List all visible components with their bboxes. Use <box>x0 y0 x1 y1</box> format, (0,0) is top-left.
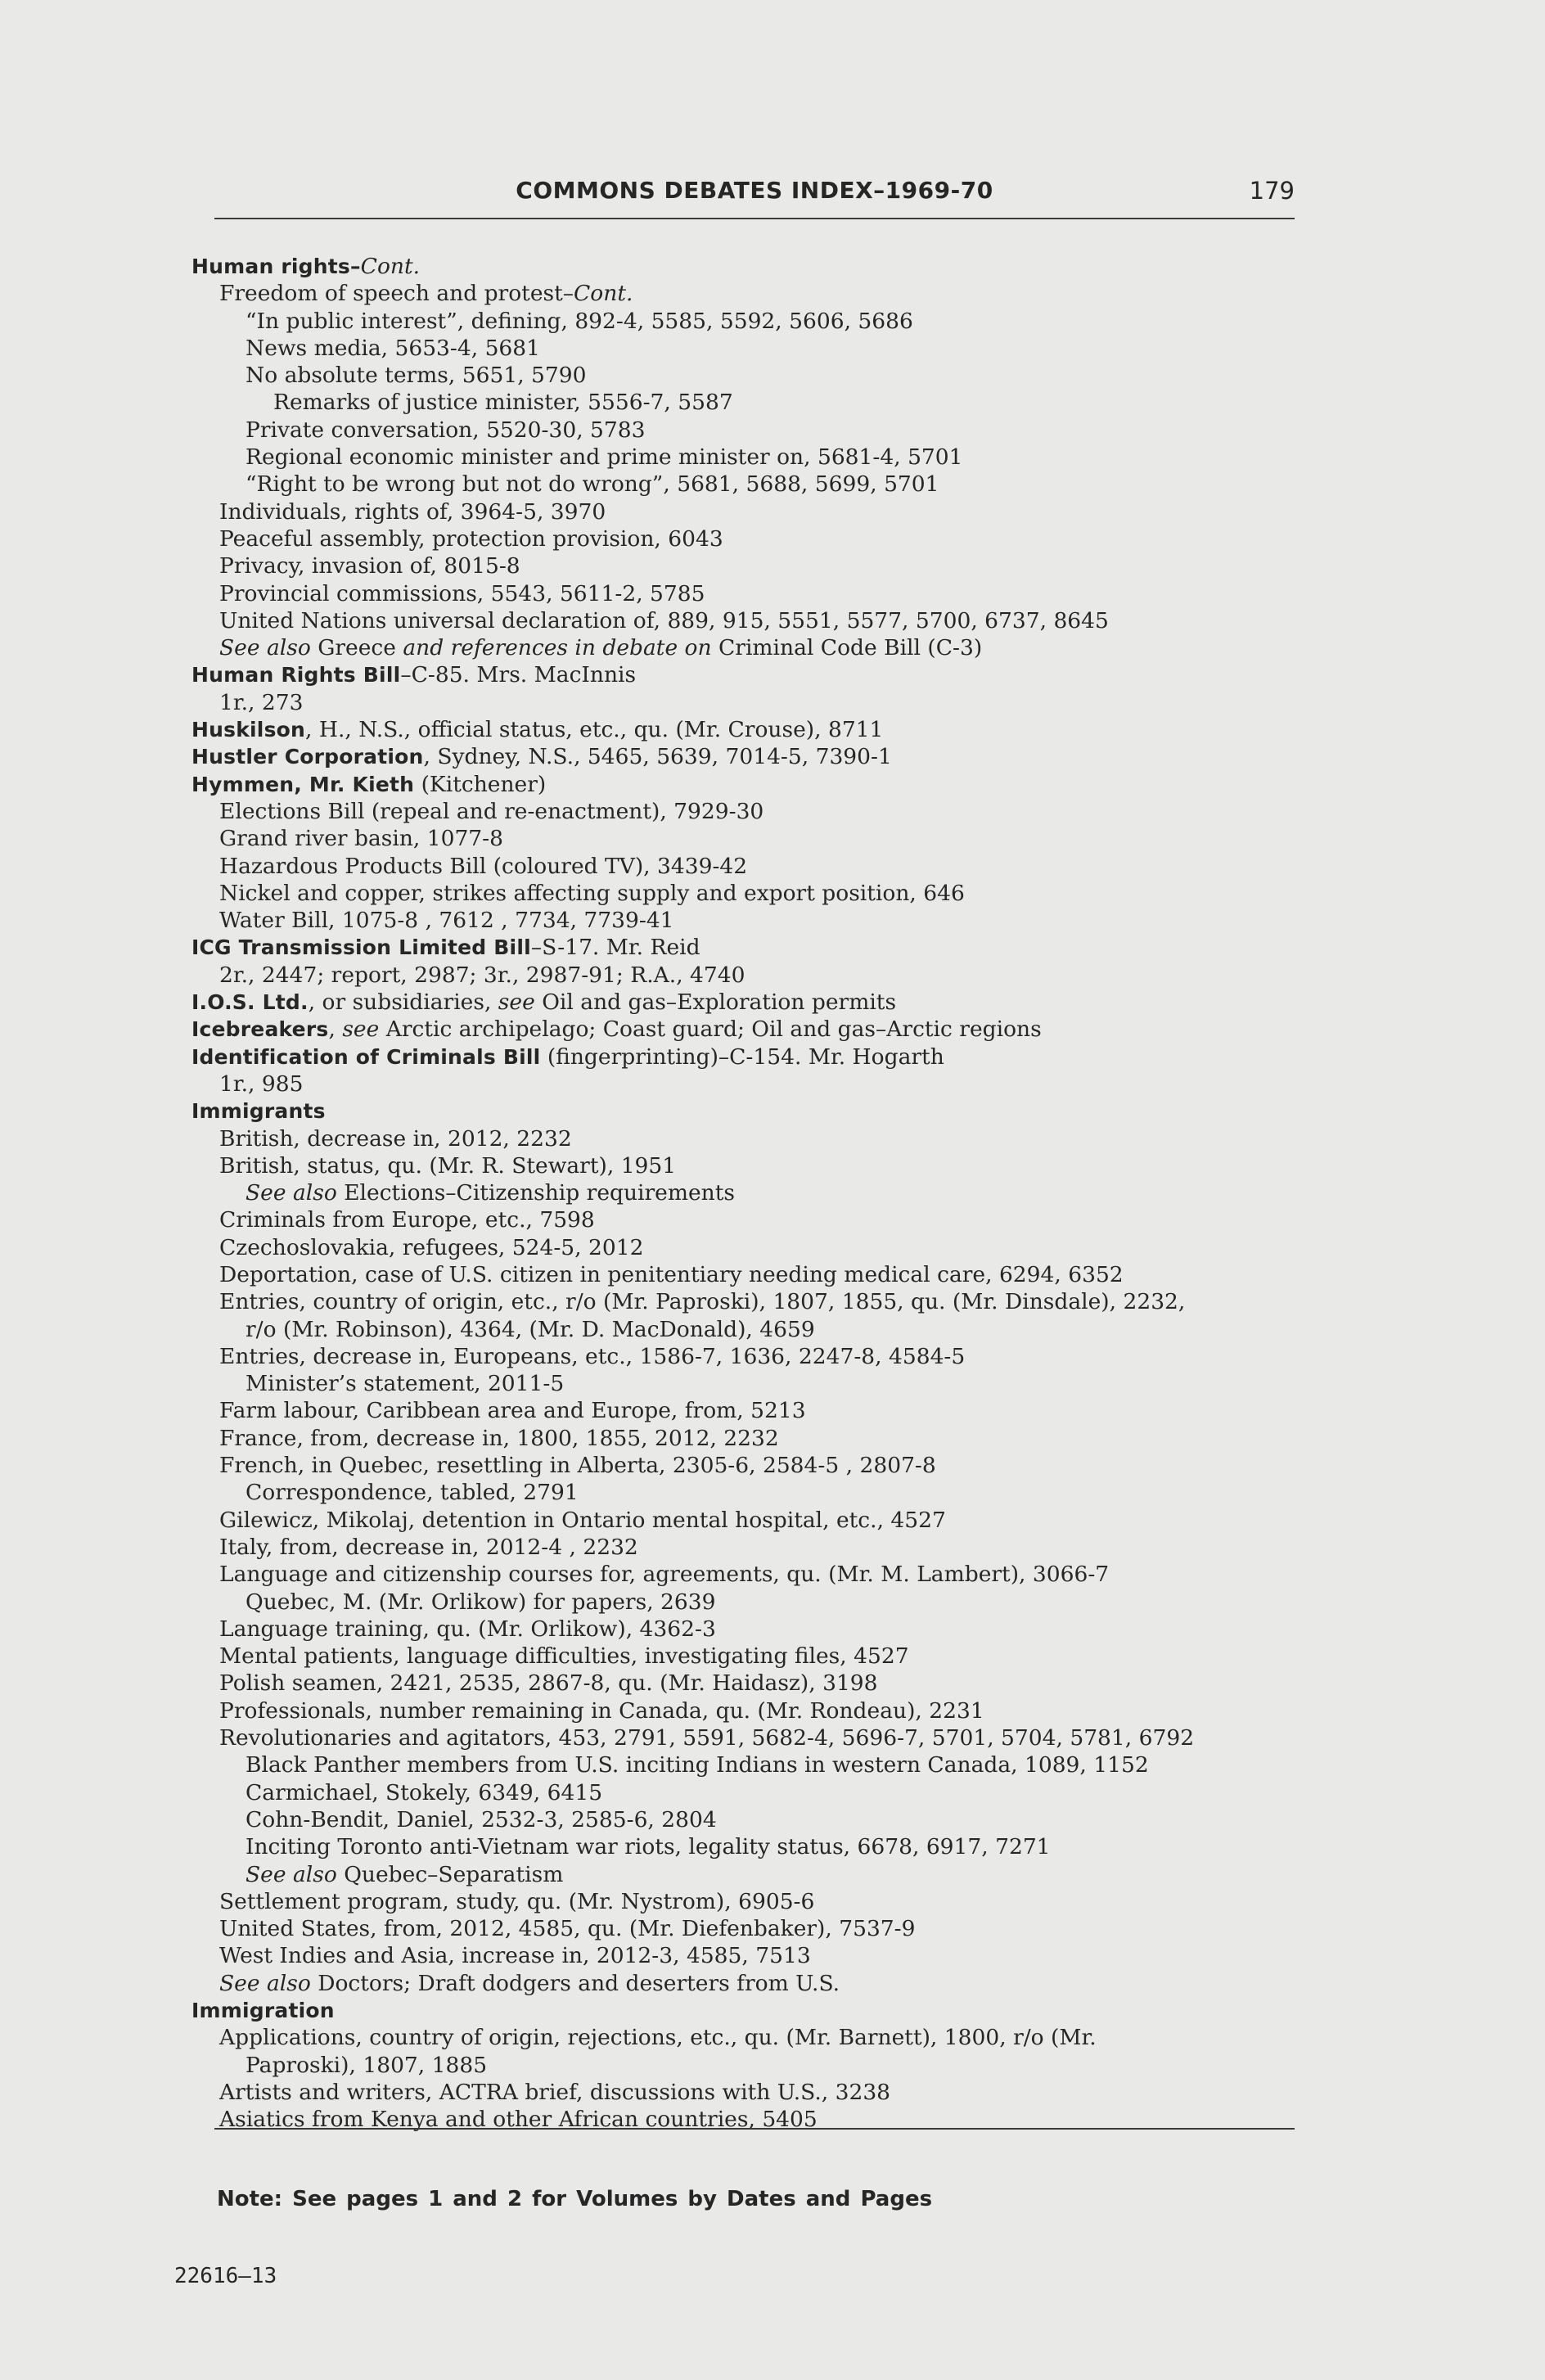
index-subentry-line <box>191 1288 1370 1315</box>
index-subentry-line <box>191 1806 1370 1833</box>
index-subentry-line <box>191 1616 1370 1643</box>
entry-text: News media, 5653-4, 5681 <box>245 335 541 361</box>
index-subentry-line <box>191 498 1370 525</box>
index-heading-line <box>191 1098 1370 1125</box>
italic-text: Cont. <box>360 254 421 279</box>
entry-text: , H., N.S., official status, etc., qu. (Mr. Crouse), 8711 <box>305 717 884 743</box>
entry-heading: – <box>349 255 361 278</box>
italic-text: See also <box>219 635 311 661</box>
entry-text: Black Panther members from U.S. inciting Indians in western Canada, 1089, 1152 <box>245 1752 1149 1778</box>
entry-text: French, in Quebec, resettling in Alberta, 2305-6, 2584-5 , 2807-8 <box>219 1453 936 1479</box>
entry-heading: Human rights <box>191 255 350 278</box>
entry-text: West Indies and Asia, increase in, 2012-3, 4585, 7513 <box>219 1943 811 1969</box>
entry-text: , Sydney, N.S., 5465, 5639, 7014-5, 7390-1 <box>423 744 892 770</box>
entry-heading: Huskilson <box>191 718 306 742</box>
index-subentry-line <box>191 1589 1370 1616</box>
index-subentry-line <box>191 1507 1370 1534</box>
entry-text: Minister’s statement, 2011-5 <box>245 1371 565 1397</box>
index-heading-line <box>191 716 1370 743</box>
index-subentry-line <box>191 1888 1370 1915</box>
index-subentry-line <box>191 335 1370 362</box>
index-subentry-line <box>191 2079 1370 2106</box>
index-heading-line <box>191 1016 1370 1043</box>
index-subentry-line <box>191 880 1370 907</box>
entry-text: Freedom of speech and protest– <box>219 281 574 307</box>
entry-text: Quebec–Separatism <box>336 1861 564 1887</box>
index-subentry-line <box>191 2052 1370 2079</box>
index-subentry-line <box>191 1425 1370 1452</box>
entry-text: Doctors; Draft dodgers and deserters from U.S. <box>310 1970 840 1996</box>
entry-text: United Nations universal declaration of, 889, 915, 5551, 5577, 5700, 6737, 8645 <box>219 607 1109 633</box>
entry-text: Asiatics from Kenya and other African countries, 5405 <box>219 2107 818 2133</box>
index-subentry-line <box>191 1261 1370 1288</box>
index-subentry-line <box>191 1833 1370 1860</box>
entry-text: Settlement program, study, qu. (Mr. Nystrom), 6905-6 <box>219 1888 815 1914</box>
entry-text: British, decrease in, 2012, 2232 <box>219 1125 572 1152</box>
index-subentry-line <box>191 853 1370 880</box>
index-subentry-line <box>191 1751 1370 1778</box>
entry-heading: Human Rights Bill <box>191 663 401 687</box>
volume-note: Note: See pages 1 and 2 for Volumes by Dates and Pages <box>217 2187 933 2211</box>
index-subentry-line <box>191 798 1370 825</box>
index-subentry-line <box>191 1561 1370 1588</box>
entry-text: Privacy, invasion of, 8015-8 <box>219 553 520 579</box>
entry-text: Individuals, rights of, 3964-5, 3970 <box>219 498 606 525</box>
index-subentry-line <box>191 1724 1370 1751</box>
index-heading-line <box>191 743 1370 770</box>
entry-text: United States, from, 2012, 4585, qu. (Mr. Diefenbaker), 7537-9 <box>219 1916 916 1942</box>
entry-text: Revolutionaries and agitators, 453, 2791, 5591, 5682-4, 5696-7, 5701, 5704, 5781, 6792 <box>219 1725 1195 1751</box>
entry-text: Mental patients, language difficulties, investigating files, 4527 <box>219 1643 909 1670</box>
index-subentry-line <box>191 1179 1370 1206</box>
index-subentry-line <box>191 689 1370 716</box>
index-subentry-line <box>191 2024 1370 2051</box>
index-entries <box>191 253 1370 2133</box>
index-subentry-line <box>191 1779 1370 1806</box>
italic-text: See also <box>245 1861 337 1887</box>
index-subentry-line <box>191 634 1370 661</box>
italic-text: and references in debate on <box>403 635 712 661</box>
entry-text: Criminals from Europe, etc., 7598 <box>219 1207 595 1233</box>
index-subentry-line <box>191 962 1370 989</box>
index-subentry-line <box>191 1697 1370 1724</box>
index-subentry-line <box>191 1670 1370 1697</box>
entry-heading: ICG Transmission Limited Bill <box>191 935 531 960</box>
index-heading-line <box>191 989 1370 1016</box>
entry-text: Hazardous Products Bill (coloured TV), 3439-42 <box>219 853 748 879</box>
entry-text: Nickel and copper, strikes affecting supply and export position, 646 <box>219 880 965 906</box>
entry-text: Provincial commissions, 5543, 5611-2, 5785 <box>219 580 705 606</box>
entry-text: Gilewicz, Mikolaj, detention in Ontario mental hospital, etc., 4527 <box>219 1507 946 1533</box>
index-heading-line <box>191 661 1370 688</box>
index-subentry-line <box>191 1861 1370 1888</box>
index-subentry-line <box>191 525 1370 552</box>
entry-text: 2r., 2447; report, 2987; 3r., 2987-91; R.A., 4740 <box>219 962 745 988</box>
entry-text: r/o (Mr. Robinson), 4364, (Mr. D. MacDonald), 4659 <box>245 1316 815 1342</box>
entry-text: –C-85. Mrs. MacInnis <box>400 662 637 688</box>
entry-text: Arctic archipelago; Coast guard; Oil and gas–Arctic regions <box>379 1016 1042 1043</box>
index-subentry-line <box>191 1643 1370 1670</box>
index-subentry-line <box>191 580 1370 607</box>
index-subentry-line <box>191 552 1370 579</box>
index-subentry-line <box>191 1370 1370 1397</box>
entry-text: , <box>328 1016 343 1043</box>
index-heading-line <box>191 1997 1370 2024</box>
entry-text: Grand river basin, 1077-8 <box>219 826 503 852</box>
index-subentry-line <box>191 825 1370 852</box>
index-subentry-line <box>191 1479 1370 1506</box>
entry-text: British, status, qu. (Mr. R. Stewart), 1951 <box>219 1152 677 1179</box>
entry-text: Criminal Code Bill (C-3) <box>711 635 983 661</box>
entry-text: Farm labour, Caribbean area and Europe, from, 5213 <box>219 1398 806 1424</box>
header-rule <box>214 218 1295 219</box>
entry-text: Quebec, M. (Mr. Orlikow) for papers, 2639 <box>245 1589 716 1615</box>
index-subentry-line <box>191 907 1370 934</box>
entry-text: No absolute terms, 5651, 5790 <box>245 363 587 389</box>
index-subentry-line <box>191 1970 1370 1997</box>
italic-text: see <box>342 1016 380 1043</box>
entry-text: Regional economic minister and prime minister on, 5681-4, 5701 <box>245 444 963 471</box>
entry-text: Paproski), 1807, 1885 <box>245 2052 488 2078</box>
entry-text: Language training, qu. (Mr. Orlikow), 4362-3 <box>219 1616 716 1642</box>
index-subentry-line <box>191 362 1370 389</box>
entry-text: Applications, country of origin, rejections, etc., qu. (Mr. Barnett), 1800, r/o (Mr. <box>219 2025 1097 2051</box>
index-subentry-line <box>191 1452 1370 1479</box>
entry-text: Language and citizenship courses for, agreements, qu. (Mr. M. Lambert), 3066-7 <box>219 1562 1110 1588</box>
entry-text: Professionals, number remaining in Canada, qu. (Mr. Rondeau), 2231 <box>219 1697 984 1724</box>
index-heading-line <box>191 253 1370 280</box>
footer-rule <box>214 2128 1295 2130</box>
index-subentry-line <box>191 444 1370 471</box>
page-number: 179 <box>1249 177 1295 205</box>
italic-text: see <box>498 989 535 1016</box>
entry-text: “In public interest”, defining, 892-4, 5585, 5592, 5606, 5686 <box>245 308 913 334</box>
index-subentry-line <box>191 1125 1370 1152</box>
entry-heading: Identification of Criminals Bill <box>191 1044 541 1069</box>
entry-heading: Hymmen, Mr. Kieth <box>191 772 415 796</box>
index-subentry-line <box>191 1343 1370 1370</box>
entry-text: Greece <box>310 635 403 661</box>
index-subentry-line <box>191 1534 1370 1561</box>
entry-text: 1r., 273 <box>219 689 304 715</box>
entry-text: Peaceful assembly, protection provision, 6043 <box>219 525 723 552</box>
entry-text: Remarks of justice minister, 5556-7, 5587 <box>273 390 733 416</box>
index-subentry-line <box>191 471 1370 498</box>
entry-text: Polish seamen, 2421, 2535, 2867-8, qu. (Mr. Haidasz), 3198 <box>219 1670 878 1697</box>
index-heading-line <box>191 934 1370 961</box>
index-subentry-line <box>191 1397 1370 1424</box>
entry-text: 1r., 985 <box>219 1071 304 1097</box>
italic-text: Cont. <box>574 281 633 307</box>
entry-text: Czechoslovakia, refugees, 524-5, 2012 <box>219 1234 644 1260</box>
entry-text: Deportation, case of U.S. citizen in penitentiary needing medical care, 6294, 6352 <box>219 1261 1124 1287</box>
entry-heading: I.O.S. Ltd. <box>191 990 309 1015</box>
entry-text: Correspondence, tabled, 2791 <box>245 1480 579 1506</box>
entry-text: France, from, decrease in, 1800, 1855, 2012, 2232 <box>219 1425 779 1451</box>
index-subentry-line <box>191 1316 1370 1343</box>
index-subentry-line <box>191 1152 1370 1179</box>
entry-text: Entries, decrease in, Europeans, etc., 1586-7, 1636, 2247-8, 4584-5 <box>219 1343 966 1369</box>
entry-text: Elections Bill (repeal and re-enactment), 7929-30 <box>219 798 764 824</box>
entry-text: (fingerprinting)–C-154. Mr. Hogarth <box>540 1044 944 1070</box>
index-subentry-line <box>191 1915 1370 1942</box>
entry-text: , or subsidiaries, <box>308 989 498 1016</box>
entry-heading: Icebreakers <box>191 1017 329 1042</box>
entry-text: “Right to be wrong but not do wrong”, 5681, 5688, 5699, 5701 <box>245 471 939 498</box>
entry-text: Carmichael, Stokely, 6349, 6415 <box>245 1779 603 1805</box>
entry-text: Italy, from, decrease in, 2012-4 , 2232 <box>219 1534 638 1560</box>
entry-text: –S-17. Mr. Reid <box>530 935 700 961</box>
entry-text: (Kitchener) <box>414 771 547 797</box>
index-heading-line <box>191 771 1370 798</box>
entry-text: Cohn-Bendit, Daniel, 2532-3, 2585-6, 2804 <box>245 1806 717 1832</box>
entry-text: Inciting Toronto anti-Vietnam war riots, legality status, 6678, 6917, 7271 <box>245 1834 1051 1860</box>
print-code: 22616–13 <box>174 2264 277 2288</box>
index-subentry-line <box>191 280 1370 307</box>
index-heading-line <box>191 1044 1370 1071</box>
entry-heading: Immigration <box>191 1999 335 2022</box>
index-subentry-line <box>191 308 1370 335</box>
entry-heading: Hustler Corporation <box>191 745 424 769</box>
index-subentry-line <box>191 1942 1370 1969</box>
entry-text: Private conversation, 5520-30, 5783 <box>245 417 646 443</box>
index-subentry-line <box>191 1071 1370 1098</box>
entry-text: Oil and gas–Exploration permits <box>534 989 897 1016</box>
index-subentry-line <box>191 607 1370 634</box>
page-header <box>214 174 1295 214</box>
page-title: COMMONS DEBATES INDEX–1969-70 <box>516 177 993 204</box>
entry-heading: Immigrants <box>191 1099 326 1124</box>
entry-text: Elections–Citizenship requirements <box>336 1180 735 1206</box>
index-subentry-line <box>191 1234 1370 1261</box>
entry-text: Artists and writers, ACTRA brief, discussions with U.S., 3238 <box>219 2079 891 2105</box>
entry-text: Entries, country of origin, etc., r/o (Mr. Paproski), 1807, 1855, qu. (Mr. Dinsdale), 2232, <box>219 1289 1186 1315</box>
italic-text: See also <box>219 1970 311 1996</box>
index-subentry-line <box>191 389 1370 416</box>
italic-text: See also <box>245 1180 337 1206</box>
index-subentry-line <box>191 1206 1370 1233</box>
index-subentry-line <box>191 417 1370 444</box>
entry-text: Water Bill, 1075-8 , 7612 , 7734, 7739-41 <box>219 908 674 934</box>
